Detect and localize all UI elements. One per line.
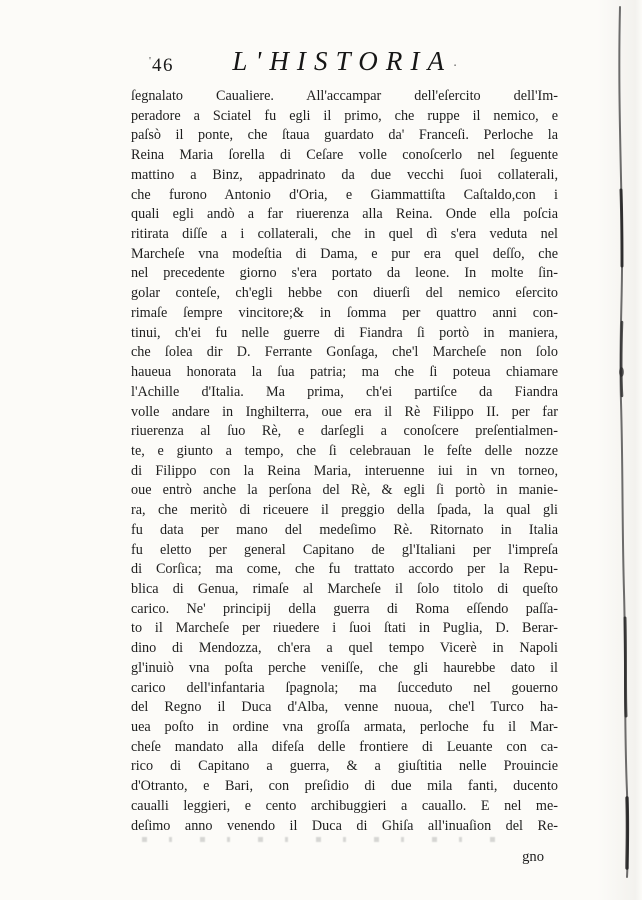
text-line: ra, che meritò di riceuere il preggio della ſpada, la qual gli [131,502,558,519]
text-line: gl'inuiò vna poſta perche veniſſe, che gli haurebbe dato il [131,659,558,676]
text-block [131,87,558,836]
page-number-mark: ' [149,55,151,67]
page-header [131,46,558,82]
text-line: fu data per mano del medeſimo Rè. Ritornato in Italia [131,521,558,538]
text-line: ſegnalato Caualiere. All'accampar dell'eſercito dell'Im- [131,88,558,104]
catchword: gno [522,849,544,865]
text-line: cheſe mandato alla difeſa delle frontiere di Leuante con ca- [131,738,558,755]
text-line: fu eletto per general Capitano de gl'Italiani per l'impreſa [131,541,558,558]
text-line: uea poſto in ordine vna groſſa armata, perloche fu il Mar- [131,719,558,735]
text-line: golar conteſe, ch'egli hebbe con diuerſi del nemico eſercito [131,285,558,302]
running-title-text: L'HISTORIA [232,46,453,76]
text-line: che ſolea dir D. Ferrante Gonſaga, che'l Marcheſe non ſolo [131,344,558,361]
text-line: Reina Maria ſorella di Ceſare volle conoſcerlo nel ſeguente [131,147,558,164]
text-line: d'Otranto, e Bari, con preſidio di due mila fanti, ducento [131,778,558,795]
text-line: quali egli andò a far riuerenza alla Reina. Onde ella poſcia [131,206,558,223]
text-line: blica di Genua, rimaſe al Marcheſe il ſolo titolo di queſto [131,580,558,597]
text-line: tinui, ch'ei fu nelle guerre di Fiandra ſi portò in maniera, [131,324,558,341]
text-line: te, e giunto a tempo, che ſi celebrauan le feſte delle nozze [131,442,558,459]
text-line: di Corſica; ma come, che fu trattato accordo per la Repu- [131,561,558,578]
text-line: carico dell'infantaria ſpagnola; ma ſucceduto nel gouerno [131,679,558,696]
text-line: carico. Ne' principij della guerra di Roma eſſendo paſſa- [131,600,558,617]
text-line: peradore a Sciatel fu egli il primo, che ruppe il nemico, e [131,107,558,124]
bleed-through-marks [142,837,514,842]
text-line: to il Marcheſe per riuedere i ſuoi ſtati in Puglia, D. Berar- [131,620,558,637]
text-line: oue entrò anche la perſona del Rè, & egli ſi portò in manie- [131,482,558,499]
text-line: di Filippo con la Reina Maria, interuenne iui in vn torneo, [131,462,558,479]
text-line: riuerenza al ſuo Rè, e darſegli a conoſcere preſentialmen- [131,423,558,440]
text-line: haueua honorata la ſua patria; ma che ſi poteua chiamare [131,364,558,381]
text-line: deſimo anno venendo il Duca di Ghiſa all'inuaſion del Re- [131,817,558,834]
text-line: dino di Mendozza, ch'era a quel tempo Vicerè in Napoli [131,640,558,657]
text-line: ritirata diſſe a i collaterali, che in quel dì s'era veduta nel [131,226,558,243]
running-title [131,46,558,77]
text-line: mattino a Binz, appadrinato da due vecchi ſuoi collaterali, [131,166,558,183]
text-line: rimaſe ſempre vincitore;& in ſomma per quattro anni con- [131,304,558,321]
text-line: nel precedente giorno s'era portato da leone. In molte ſin- [131,265,558,282]
text-line: del Regno il Duca d'Alba, venne nuoua, che'l Turco ha- [131,699,558,716]
text-line: l'Achille d'Italia. Ma prima, ch'ei partiſce da Fiandra [131,383,558,400]
text-line: paſsò il ponte, che ſtaua guardato da' Franceſi. Perloche la [131,127,558,144]
title-trailing-mark: · [453,59,457,74]
text-line: Marcheſe vna modeſtia di Dama, e pur era quel deſſo, che [131,245,558,262]
text-line: che furono Antonio d'Oria, e Giammattiſta Caſtaldo,con i [131,186,558,203]
page-number-value: 46 [151,55,174,76]
text-line: rico di Capitano a guerra, & a giuſtitia nelle Prouincie [131,758,558,775]
text-line: caualli leggieri, e cento archibuggieri a cauallo. E nel me- [131,797,558,814]
text-line: volle andare in Inghilterra, oue era il Rè Filippo II. per far [131,403,558,420]
